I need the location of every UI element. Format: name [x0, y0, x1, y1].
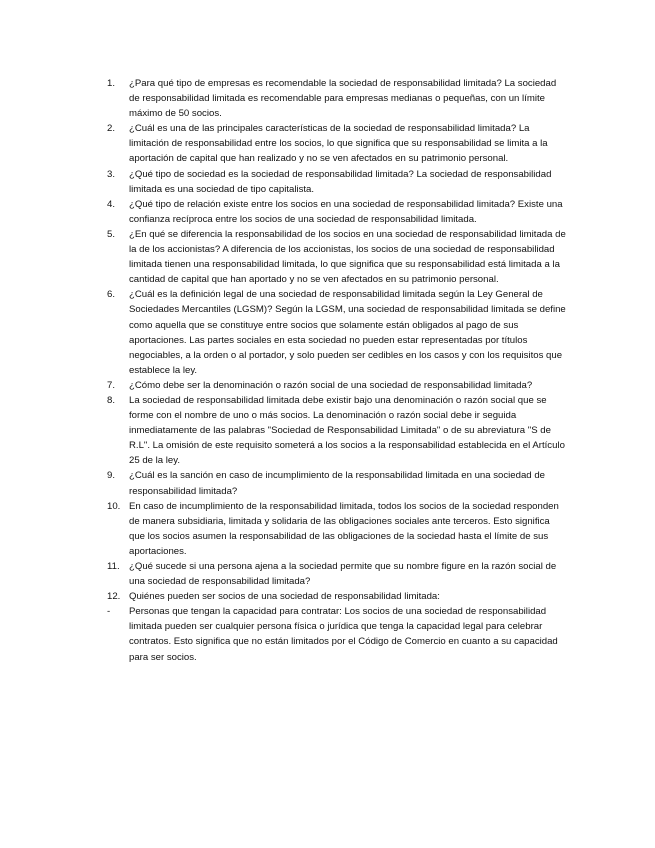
list-item-number: 3.: [107, 168, 116, 180]
list-item: [107, 76, 567, 121]
question-list: [107, 76, 567, 665]
list-item: [107, 121, 567, 166]
list-item-text: La sociedad de responsabilidad limitada debe existir bajo una denominación o razón social que se forme con el nombre de uno o más socios. La denominación o razón social debe ir seguida inmediatamente de las palabras "Sociedad de Responsabilidad Limitada" o de su abreviatura "S de R.L". La omisión de este requisito someterá a los socios a la responsabilidad establecida en el Artículo 25 de la ley.: [129, 394, 565, 467]
list-item-number: 8.: [107, 394, 116, 406]
list-item-text: ¿Qué tipo de relación existe entre los socios en una sociedad de responsabilidad limitada? Existe una confianza recíproca entre los socios de una sociedad de responsabilidad limitada.: [129, 198, 563, 225]
list-item-bullet: -: [107, 606, 111, 618]
list-item: [107, 589, 567, 604]
list-item-text: ¿Qué tipo de sociedad es la sociedad de responsabilidad limitada? La sociedad de responsabilidad limitada es una sociedad de tipo capitalista.: [129, 168, 552, 195]
list-item-text: Quiénes pueden ser socios de una sociedad de responsabilidad limitada:: [129, 591, 440, 603]
list-item: [107, 393, 567, 468]
list-item-text: ¿Cuál es la definición legal de una sociedad de responsabilidad limitada según la Ley General de Sociedades Mercantiles (LGSM)? Según la LGSM, una sociedad de responsabilidad limitada se define como aquella que se constituye entre socios que solamente están obligados al pago de sus aportaciones. Las partes sociales en esta sociedad no pueden estar representadas por títulos negociables, a la orden o al portador, y solo pueden ser cedibles en los casos y con los requisitos que establece la ley.: [129, 289, 566, 376]
list-item-text: ¿Para qué tipo de empresas es recomendable la sociedad de responsabilidad limitada? La sociedad de responsabilidad limitada es recomendable para empresas medianas o pequeñas, con un límite máximo de 50 socios.: [129, 78, 557, 120]
list-item-text: ¿Cuál es la sanción en caso de incumplimiento de la responsabilidad limitada en una sociedad de responsabilidad limitada?: [129, 470, 545, 497]
list-item: [107, 167, 567, 197]
list-item-number: 4.: [107, 198, 116, 210]
list-item: [107, 197, 567, 227]
list-item: [107, 604, 567, 664]
list-item: [107, 559, 567, 589]
list-item-number: 9.: [107, 470, 116, 482]
list-item: [107, 499, 567, 559]
list-item-text: ¿Cuál es una de las principales características de la sociedad de responsabilidad limitada? La limitación de responsabilidad entre los socios, lo que significa que su responsabilidad se limita a la aportación de capital que han realizado y no se ven afectados en su patrimonio personal.: [129, 123, 548, 165]
list-item-number: 5.: [107, 228, 116, 240]
list-item-number: 12.: [107, 591, 121, 603]
list-item-text: ¿Qué sucede si una persona ajena a la sociedad permite que su nombre figure en la razón social de una sociedad de responsabilidad limitada?: [129, 561, 557, 588]
list-item: [107, 468, 567, 498]
list-item-text: ¿Cómo debe ser la denominación o razón social de una sociedad de responsabilidad limitada?: [129, 379, 533, 391]
list-item-number: 7.: [107, 379, 116, 391]
list-item-number: 6.: [107, 289, 116, 301]
list-item-number: 11.: [107, 561, 120, 572]
list-item: [107, 227, 567, 287]
list-item: [107, 287, 567, 378]
list-item: [107, 378, 567, 393]
list-item-number: 10.: [107, 500, 121, 512]
list-item-text: En caso de incumplimiento de la responsabilidad limitada, todos los socios de la sociedad responden de manera subsidiaria, limitada y solidaria de las obligaciones sociales ante terceros. Esto significa que los socios asumen la responsabilidad de las obligaciones de la sociedad hasta el límite de sus aportaciones.: [129, 500, 559, 557]
list-item-text: Personas que tengan la capacidad para contratar: Los socios de una sociedad de responsabilidad limitada pueden ser cualquier persona física o jurídica que tenga la capacidad legal para celebrar contratos. Esto significa que no están limitados por el Código de Comercio en cuanto a su capacidad para ser socios.: [129, 606, 558, 663]
list-item-number: 2.: [107, 123, 116, 135]
list-item-number: 1.: [107, 78, 116, 89]
list-item-text: ¿En qué se diferencia la responsabilidad de los socios en una sociedad de responsabilidad limitada de la de los accionistas? A diferencia de los accionistas, los socios de una sociedad de responsabilidad limitada tienen una responsabilidad limitada, lo que significa que su responsabilidad está limitada a la cantidad de capital que han aportado y no se ven afectados en su patrimonio personal.: [129, 228, 566, 286]
